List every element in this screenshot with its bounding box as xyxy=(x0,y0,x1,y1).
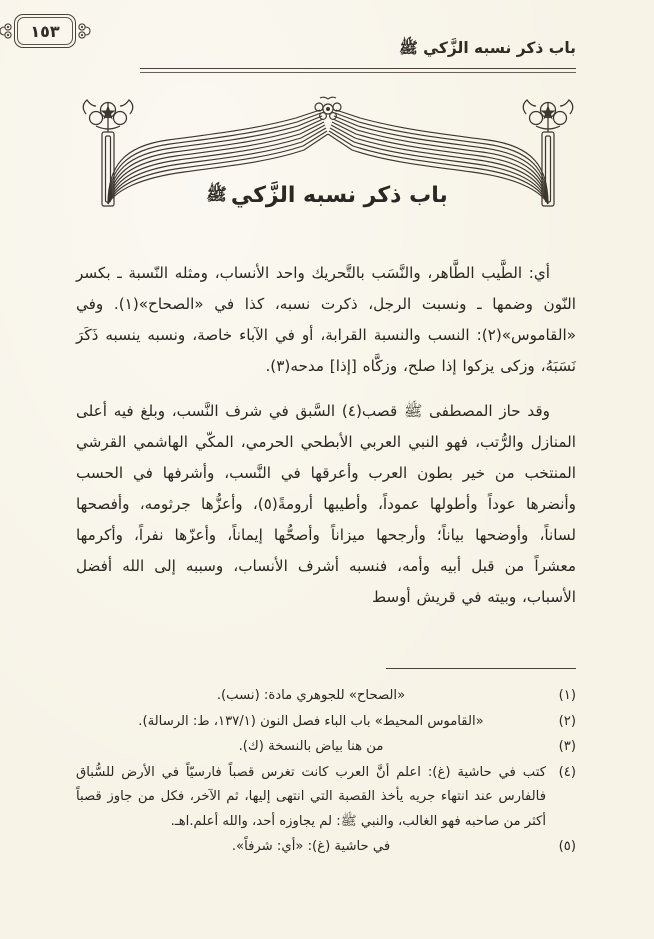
footnote-item xyxy=(76,835,576,860)
chapter-title xyxy=(0,183,654,209)
footnote-text: في حاشية (غ): «أي: شرفاً». xyxy=(231,839,391,854)
footnote-text: «الصحاح» للجوهري مادة: (نسب). xyxy=(216,688,406,703)
paragraph-2: وقد حاز المصطفى ﷺ قصب(٤) السَّبق في شرف النَّسب، وبلغ فيه أعلى المنازل والرُّتب، فهو النبي العربي الأبطحي الحرمي، المكّي الهاشمي القرشي المنتخب من خير بطون العرب وأعرقها في النَّسب، وأشرفها في الحسب وأنضرها عوداً وأطولها عموداً، وأطيبها أرومةً(٥)، وأعزُّها جرثومه، وأفصحها لساناً، وأوضحها بياناً؛ وأرجحها ميزاناً وأصحُّها إيماناً، وأعزّها نفراً، وأكرمها معشراً من قبل أبيه وأمه، فنسبه أشرف الأنساب، وسببه إلى الله أفضل الأسباب، وبيته في قريش أوسط xyxy=(76,402,576,606)
page-number: ١٥٣ xyxy=(30,21,60,41)
header-rule-secondary xyxy=(140,72,576,73)
footnote-marker: (٢) xyxy=(558,713,576,729)
footnote-item xyxy=(76,735,576,760)
flourish-left-icon xyxy=(0,22,13,40)
running-header-title: باب ذكر نسبه الزَّكي ﷺ xyxy=(399,39,576,57)
footnote-separator xyxy=(386,668,576,669)
footnotes-block xyxy=(76,684,576,861)
honorific-sallallahu-icon: ﷺ xyxy=(206,185,227,205)
paragraph-1: أي: الطَّيب الطَّاهر، والنَّسَب بالتَّحريك واحد الأنساب، ومثله النّسبة ـ بكسر النّون وضمها ـ ونسبت الرجل، ذكرت نسبه، كذا في «الصحاح»(١). وفي «القاموس»(٢): النسب والنسبة القرابة، أو في الآباء خاصة، ونسبه ينسبه ذَكَرَ نَسَبَهُ، وزكى يزكوا إذا صلح، وزكَّاه [إذا] مدحه(٣). xyxy=(76,264,576,375)
chapter-title-text: باب ذكر نسبه الزَّكي xyxy=(230,183,448,208)
footnote-text: «القاموس المحيط» باب الباء فصل النون (١٣٧/١، ط: الرسالة). xyxy=(138,713,484,729)
body-text-column xyxy=(76,258,576,627)
footnote-marker: (٤) xyxy=(558,764,576,780)
footnote-marker: (١) xyxy=(558,688,576,703)
footnote-marker: (٥) xyxy=(558,839,576,854)
footnote-item xyxy=(76,761,576,835)
footnote-item xyxy=(76,684,576,709)
footnote-item xyxy=(76,710,576,735)
footnote-text: من هنا بياض بالنسخة (ك). xyxy=(238,739,384,754)
flourish-right-icon xyxy=(77,22,92,40)
footnote-text: كتب في حاشية (غ): اعلم أنَّ العرب كانت تغرس قصباً فارسيّاً في الأرض للسُّباق فالفارس عند انتهاء جريه يأخذ القصبة التي انتهى إليها، ثم الآخر، فكل من جاوز قصباً أكثر من صاحبه فهو الغالب، والنبي ﷺ: لم يجاوزه أحد، والله أعلم.اهـ. xyxy=(76,764,546,829)
header-rule-primary xyxy=(140,68,576,69)
running-header xyxy=(78,38,576,84)
footnote-marker: (٣) xyxy=(558,739,576,754)
page-number-cartouche xyxy=(14,14,76,48)
